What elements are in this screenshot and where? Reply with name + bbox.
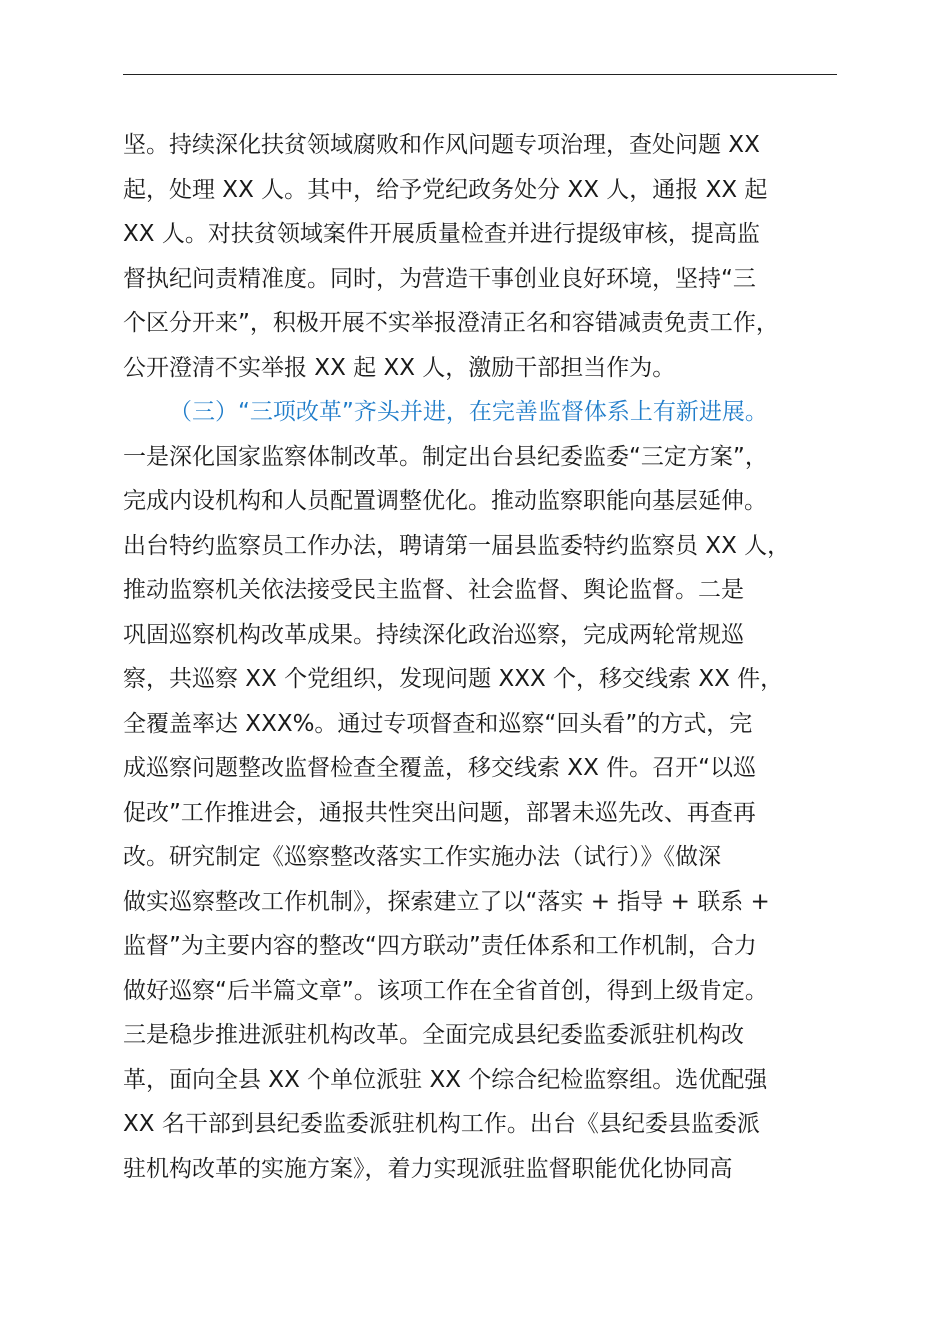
paragraph-line: 一是深化国家监察体制改革。制定出台县纪委监委“三定方案”，	[123, 443, 768, 470]
paragraph-line: 完成内设机构和人员配置调整优化。推动监察职能向基层延伸。	[123, 488, 767, 514]
paragraph-line: 革，面向全县 XX 个单位派驻 XX 个综合纪检监察组。选优配强	[123, 1066, 768, 1093]
paragraph-line: XX 人。对扶贫领域案件开展质量检查并进行提级审核，提高监	[123, 221, 760, 247]
paragraph-line: 察，共巡察 XX 个党组织，发现问题 XXX 个，移交线索 XX 件，	[123, 666, 784, 692]
paragraph-line: 公开澄清不实举报 XX 起 XX 人，激励干部担当作为。	[123, 354, 676, 381]
paragraph-line: 出台特约监察员工作办法，聘请第一届县监委特约监察员 XX 人，	[123, 532, 791, 559]
header-rule	[123, 74, 837, 75]
paragraph-line: 成巡察问题整改监督检查全覆盖，移交线索 XX 件。召开“以巡	[123, 755, 757, 781]
document-body	[123, 123, 843, 1191]
paragraph-line: 坚。持续深化扶贫领域腐败和作风问题专项治理，查处问题 XX	[123, 132, 760, 158]
section-heading: （三）“三项改革”齐头并进，在完善监督体系上有新进展。	[169, 399, 768, 425]
paragraph-line: 做实巡察整改工作机制》，探索建立了以“落实 + 指导 + 联系 +	[123, 888, 770, 915]
paragraph-line: 驻机构改革的实施方案》，着力实现派驻监督职能优化协同高	[123, 1155, 733, 1182]
paragraph-line: 督执纪问责精准度。同时，为营造干事创业良好环境，坚持“三	[123, 265, 756, 292]
paragraph-line: 做好巡察“后半篇文章”。该项工作在全省首创，得到上级肯定。	[123, 977, 768, 1004]
paragraph-line: 全覆盖率达 XXX%。通过专项督查和巡察“回头看”的方式，完	[123, 710, 753, 737]
paragraph-line: 三是稳步推进派驻机构改革。全面完成县纪委监委派驻机构改	[123, 1022, 744, 1048]
paragraph-line: XX 名干部到县纪委监委派驻机构工作。出台《县纪委县监委派	[123, 1111, 760, 1137]
paragraph-line: 个区分开来”，积极开展不实举报澄清正名和容错减责免责工作，	[123, 310, 779, 336]
paragraph-line: 巩固巡察机构改革成果。持续深化政治巡察，完成两轮常规巡	[123, 621, 744, 648]
paragraph-line: 推动监察机关依法接受民主监督、社会监督、舆论监督。二是	[123, 577, 744, 603]
paragraph-line: 起，处理 XX 人。其中，给予党纪政务处分 XX 人，通报 XX 起	[123, 176, 768, 203]
paragraph-line: 改。研究制定《巡察整改落实工作实施办法（试行）》《做深	[123, 844, 721, 870]
paragraph-line: 监督”为主要内容的整改“四方联动”责任体系和工作机制，合力	[123, 933, 757, 959]
paragraph-line: 促改”工作推进会，通报共性突出问题，部署未巡先改、再查再	[123, 799, 756, 826]
